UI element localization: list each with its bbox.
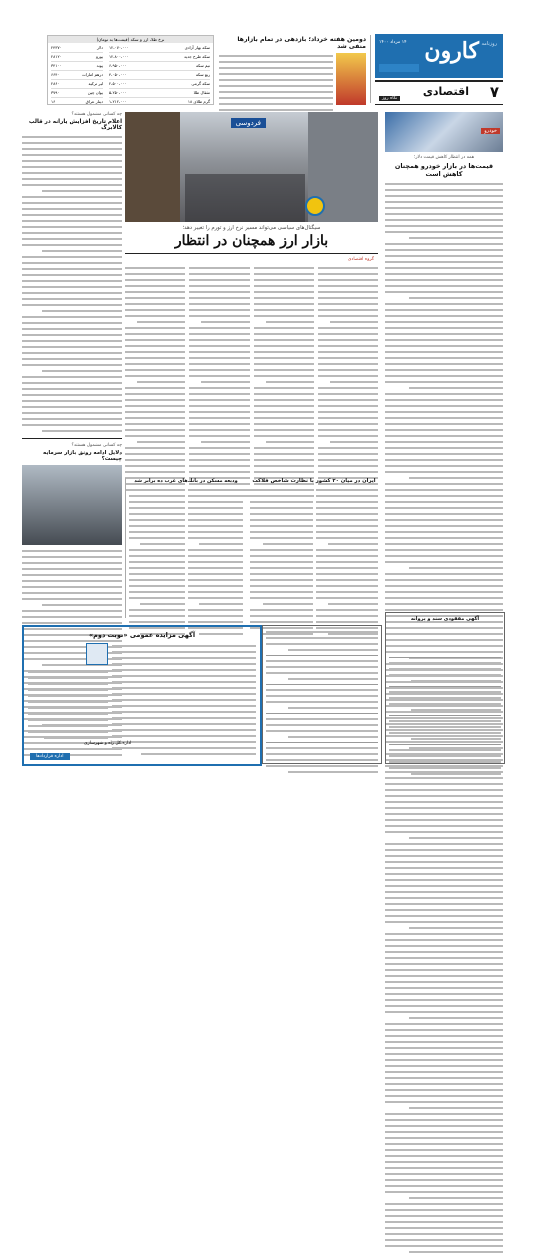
main-subhead: سیگنال‌های سیاسی می‌تواند مسیر نرخ ارز و تورم را تغییر دهد؛ [182,225,321,231]
crowd [185,174,305,222]
coin-rates: سکه بهار آزادی ۱۲،۰۷۰،۰۰۰ سکه طرح جدید ۱۲،۸۰۰،۰۰۰ نیم سکه ۶،۹۵۰،۰۰۰ ربع سکه ۴،۰۵۰،۰۰۰ سکه گرمی ۲،۵۰۰،۰۰۰ مثقال طلا ۵،۲۵۰،۰۰۰ گرم طلای ۱۸ ۱،۲۱۲،۰۰۰ [109,45,210,104]
bottom-h2: وديعه مسكن در بانك‌هاى غرب ده برابر شد [134,478,238,484]
ad2-sub: اداره قراردادها [30,753,70,760]
left-q1: چه کسانی مشمول هستند؟ [71,112,122,117]
logo: کارون [424,38,479,64]
ad-lost-documents [385,612,505,764]
ad2-footer: اداره کل راه و شهرسازی [84,741,132,746]
date-label: ۱۴ مرداد ۱۴۰۰ [379,40,407,45]
main-photo [125,112,378,222]
bottom-story-1 [250,478,378,618]
bottom-h1: ایران در میان ۲۰ کشور با نظارت شاخص فلاکت [252,478,376,484]
rates-table [47,35,214,105]
fx-rates: دلار ۲۴۳۷۰ یورو ۲۸۱۲۰ پوند ۳۴۱۰۰ درهم امارات ۶۶۴۰ لیر ترکیه ۲۸۶۰ یوان چین ۳۷۹۰ دینار عراق ۱۶ [51,45,103,104]
cars-headline: قیمت‌ها در بازار خودرو همچنان کاهش است [394,162,494,178]
section-title: اقتصادی [422,85,469,98]
main-columns [125,265,378,499]
main-byline: گروه اقتصادی [347,257,374,262]
rates-title: نرخ طلا، ارز و سکه (قیمت‌ها به تومان) [48,36,213,43]
page-number: ۷ [489,83,499,101]
ad2-title: آگهی مزایده عمومی «نوبت دوم» [88,631,196,639]
top-story [215,35,371,103]
building-left [125,112,180,222]
top-story-headline: دومین هفته خرداد؛ بازدهی در تمام بازارها منفی شد [237,36,366,50]
ad-auction [22,625,262,766]
logo-box [375,34,503,78]
left-q2: چه کسانی مشمول هستند؟ [71,443,122,448]
cars-kicker: خودرو [481,128,500,134]
cars-story [385,112,503,610]
cars-photo [385,112,503,152]
dollar-badge [305,196,325,216]
section-sub: نگاه روز [379,96,400,101]
masthead [375,34,503,104]
main-headline: بازار ارز همچنان در انتظار [174,233,329,249]
ad-notices-center [262,625,382,764]
logo-sub: روزنامه [481,41,497,47]
main-story [125,112,378,472]
cars-subhead: همه در انتظار کاهش قیمت دلار؛ [413,155,475,160]
ad1-title: آگهی مفقودی سند و پروانه [410,616,480,622]
shop-sign: فردوسی [231,118,266,128]
left-column [22,112,122,632]
date-strip [379,64,419,72]
ad-logo [86,643,108,665]
left-h1: اعلام تاریخ افزایش یارانه در قالب کالابرگ [28,119,122,131]
section-bar [375,80,503,105]
left-h2: دلایل ادامه رونق بازار سرمایه چیست؟ [43,450,122,462]
top-story-photo [336,53,366,105]
bottom-story-2 [125,478,246,618]
left-photo [22,465,122,545]
